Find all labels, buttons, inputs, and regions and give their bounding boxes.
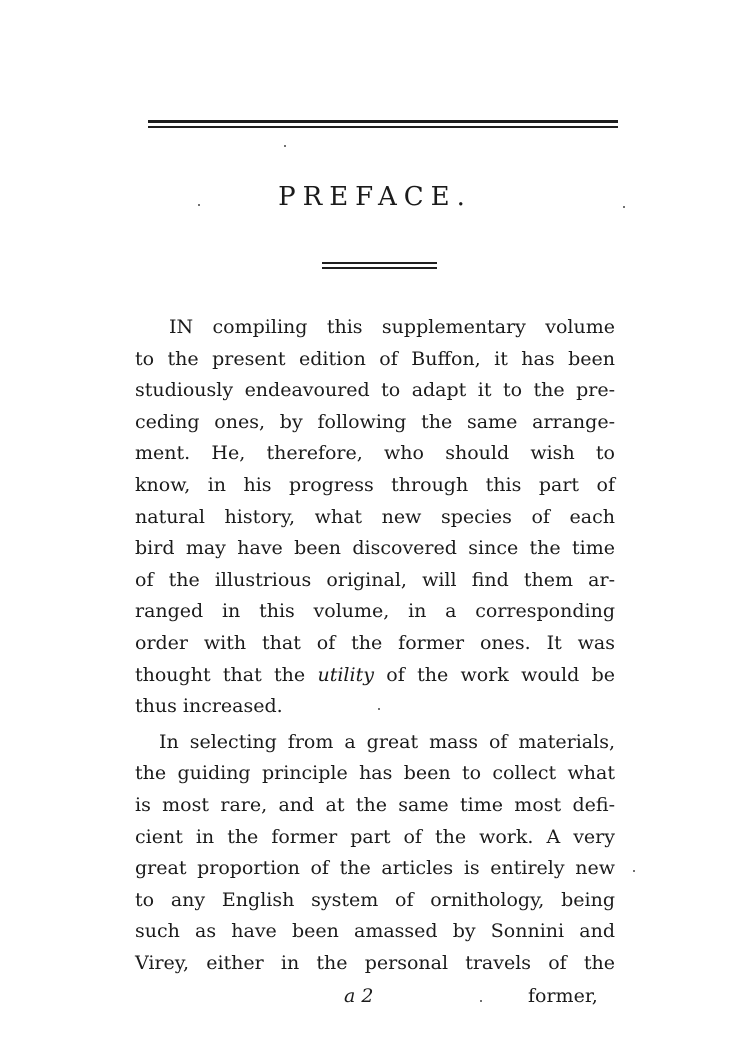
text-line: Virey, either in the personal travels of the — [135, 951, 615, 974]
signature-mark: a 2 — [344, 985, 374, 1007]
text-line: bird may have been discovered since the time — [135, 537, 615, 560]
print-speck — [284, 145, 286, 147]
text-line — [135, 660, 615, 692]
italic-word: utility — [317, 663, 374, 686]
rule-line — [148, 126, 618, 128]
text-segment: of the work would be — [373, 663, 616, 686]
rule-line — [148, 120, 618, 123]
text-line: natural history, what new species of each — [135, 505, 615, 528]
text-line: know, in his progress through this part of — [135, 473, 615, 496]
text-line: studiously endeavoured to adapt it to the pre- — [135, 379, 615, 402]
print-speck — [198, 204, 200, 206]
rule-line — [322, 262, 437, 264]
text-line: ceding ones, by following the same arrange- — [135, 410, 615, 433]
text-line: great proportion of the articles is entirely new — [135, 857, 615, 880]
catchword: former, — [528, 985, 598, 1007]
rule-line — [322, 267, 437, 269]
preface-body — [135, 312, 615, 979]
text-line: ment. He, therefore, who should wish to — [135, 442, 615, 465]
title-underline-rule — [322, 262, 437, 270]
top-double-rule — [148, 120, 618, 130]
print-speck — [623, 206, 625, 208]
text-line: the guiding principle has been to collect what — [135, 762, 615, 785]
text-line: thus increased. — [135, 695, 283, 718]
print-speck — [633, 870, 635, 872]
text-line: order with that of the former ones. It was — [135, 631, 615, 654]
print-speck — [378, 708, 380, 710]
text-line: cient in the former part of the work. A very — [135, 825, 615, 848]
text-line: ranged in this volume, in a corresponding — [135, 600, 615, 623]
print-speck — [480, 1000, 482, 1002]
text-line: In selecting from a great mass of materials, — [159, 730, 615, 753]
text-line: of the illustrious original, will find them ar- — [135, 568, 615, 591]
text-line: is most rare, and at the same time most defi- — [135, 793, 615, 816]
text-line: such as have been amassed by Sonnini and — [135, 920, 615, 943]
text-line: to any English system of ornithology, being — [135, 888, 615, 911]
text-segment: thought that the — [135, 663, 318, 686]
page-footer — [0, 985, 750, 1015]
page-title: PREFACE. — [278, 182, 472, 212]
text-line: IN compiling this supplementary volume — [169, 316, 615, 338]
text-line: to the present edition of Buffon, it has been — [135, 347, 615, 370]
